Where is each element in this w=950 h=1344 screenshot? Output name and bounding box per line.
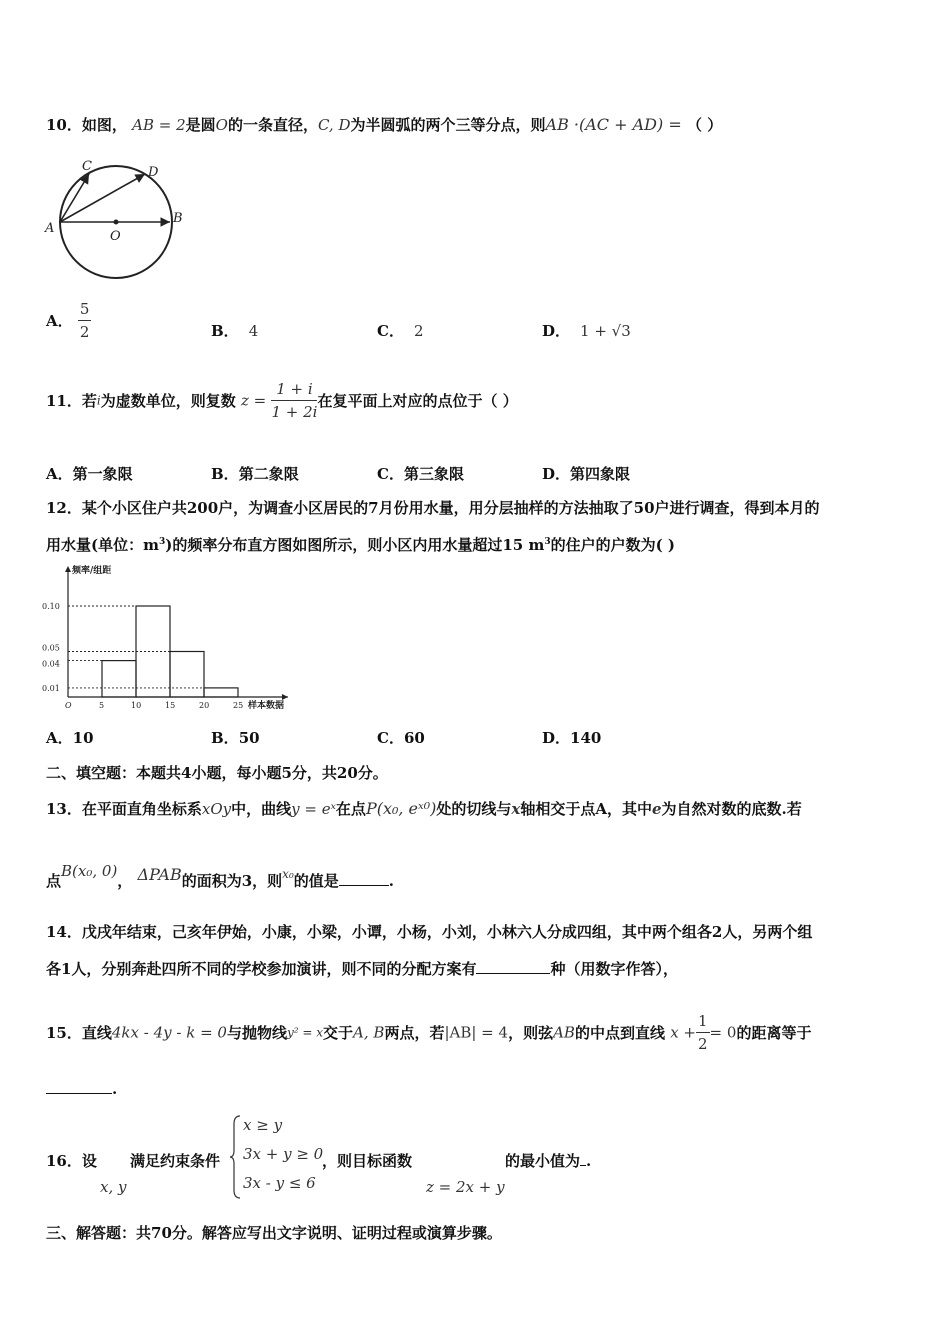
histogram-bar <box>204 688 238 697</box>
q11-option-a[interactable]: A．第一象限 <box>46 465 133 483</box>
q16-text-min: 的最小值为 . <box>505 1152 592 1170</box>
y-axis-arrow <box>65 566 71 572</box>
x-tick-label: 10 <box>131 701 142 710</box>
q12-option-c[interactable]: C．60 <box>377 729 425 747</box>
q10-number: 10． <box>46 116 82 134</box>
q10-option-a[interactable]: A． $\frac{5}{2}$ <box>46 300 90 341</box>
q10-option-b[interactable]: B． 4 <box>211 322 259 340</box>
q10-label-d: D <box>148 165 159 180</box>
x-axis-arrow <box>282 694 288 700</box>
q16-text-constraint: 满足约束条件 <box>130 1152 221 1170</box>
q11-option-c[interactable]: C．第三象限 <box>377 465 464 483</box>
q10-figure <box>42 150 192 285</box>
q16-brace <box>230 1114 242 1200</box>
q13-line1: 13．在平面直角坐标系xOy中，曲线y = eˣ在点P(x₀, eˣ⁰)处的切线与x轴相交于点A，其中e为自然对数的底数.若 <box>46 799 802 818</box>
q14-line1: 14．戊戌年结束，己亥年伊始，小康，小梁，小谭，小杨，小刘，小林六人分成四组，其中两个组各2人，另两个组 <box>46 923 813 941</box>
q16-math-objective: z = 2x + y <box>426 1178 505 1196</box>
q15-fraction: $\frac{1}{2}$ <box>698 1012 708 1053</box>
q14-answer-blank[interactable] <box>476 973 550 974</box>
q12-option-b[interactable]: B．50 <box>211 729 260 747</box>
q10-paren: （ ） <box>686 116 723 134</box>
x-tick-label: 20 <box>199 701 210 710</box>
q10-label-c: C <box>82 159 92 174</box>
q10-text: 为半圆弧的两个三等分点，则 <box>350 116 546 134</box>
q10-label-b: B <box>173 211 183 226</box>
x-tick-label: 5 <box>99 701 105 710</box>
q10-math-o: O <box>215 116 228 134</box>
q14-line2: 各1人，分别奔赴四所不同的学校参加演讲，则不同的分配方案有 种（用数字作答）， <box>46 960 678 978</box>
y-tick-label: 0.04 <box>42 659 60 669</box>
x-tick-label: 15 <box>165 701 176 710</box>
q13-math-point-p: P(x₀, eˣ⁰) <box>365 799 437 818</box>
q15-line2: . <box>46 1080 117 1098</box>
q10-option-d[interactable]: D． 1 + √3 <box>542 322 631 340</box>
y-tick-label: 0.05 <box>42 643 60 653</box>
q12-histogram <box>40 562 300 718</box>
q10-text: 如图， <box>81 116 127 134</box>
q15-math-parabola: y² = x <box>286 1025 324 1040</box>
q15-math-chord: |AB| = 4 <box>444 1023 509 1042</box>
q11-option-d[interactable]: D．第四象限 <box>542 465 631 483</box>
q10-math-ab: AB = 2 <box>132 116 186 134</box>
q13-answer-blank[interactable] <box>339 885 389 886</box>
q15-line1: 15．直线4kx - 4y - k = 0与抛物线y² = x交于A, B两点，若|AB| = 4，则弦AB的中点到直线 x + $\frac{1}{2}$ = 0的距离等于 <box>46 1012 812 1053</box>
q16-constraint-1: x ≥ y <box>243 1116 283 1134</box>
q10-text: 的一条直径， <box>227 116 318 134</box>
section3-heading: 三、解答题：共70分。解答应写出文字说明、证明过程或演算步骤。 <box>46 1224 502 1242</box>
q10-math-expr: AB ·(AC + AD) = <box>545 115 682 134</box>
q13-math-xoy: xOy <box>201 800 232 818</box>
q11-math-z: z = <box>240 391 267 410</box>
q16-text-objective: ，则目标函数 <box>322 1152 413 1170</box>
x-tick-label: O <box>65 701 72 710</box>
q10-text: 是圆 <box>185 116 216 134</box>
q13-line2: 点B(x₀, 0)， ΔPAB的面积为3，则$^{x_0}$的值是 . <box>46 862 394 890</box>
x-axis-title: 样本数据 <box>248 701 285 711</box>
q10-center-point <box>114 220 119 225</box>
q12-line1: 12．某个小区住户共200户，为调查小区居民的7月份用水量，用分层抽样的方法抽取了50户进行调查，得到本月的 <box>46 499 820 517</box>
q11-stem: 11．若i为虚数单位，则复数 z = $\frac{1 + i}{1 + 2i}$ 在复平面上对应的点位于（ ） <box>46 380 518 421</box>
q11-fraction: $\frac{1 + i}{1 + 2i}$ <box>271 380 318 421</box>
q10-option-c[interactable]: C． 2 <box>377 322 424 340</box>
q10-label-o: O <box>110 229 121 244</box>
q16-constraint-3: 3x - y ≤ 6 <box>243 1174 316 1192</box>
x-tick-label: 25 <box>233 701 244 710</box>
q13-math-curve: y = eˣ <box>291 800 336 818</box>
histogram-bar <box>170 652 204 698</box>
q15-answer-blank[interactable] <box>46 1093 112 1094</box>
q12-option-d[interactable]: D．140 <box>542 729 602 747</box>
histogram-bar <box>102 661 136 697</box>
q10-math-cd: C, D <box>317 116 351 134</box>
q10-stem <box>46 114 722 135</box>
q11-math-i: i <box>96 393 101 408</box>
q13-math-triangle: ΔPAB <box>137 865 182 884</box>
q16-constraint-2: 3x + y ≥ 0 <box>243 1145 324 1163</box>
section2-heading: 二、填空题：本题共4小题，每小题5分，共20分。 <box>46 764 388 782</box>
q16-stem: 16．设 <box>46 1152 97 1170</box>
q11-option-b[interactable]: B．第二象限 <box>211 465 299 483</box>
y-tick-label: 0.01 <box>42 683 60 693</box>
q12-line2: 用水量(单位：$m^3$)的频率分布直方图如图所示，则小区内用水量超过15 $m^3$的住户的户数为( ) <box>46 536 676 554</box>
q10-option-a-fraction: $\frac{5}{2}$ <box>79 300 90 341</box>
q12-option-a[interactable]: A．10 <box>46 729 94 747</box>
q15-math-line: 4kx - 4y - k = 0 <box>111 1023 227 1042</box>
q10-label-a: A <box>45 221 55 236</box>
y-axis-title: 频率/组距 <box>72 566 112 576</box>
q10-vector-ad <box>60 174 145 222</box>
q16-math-xy: x, y <box>100 1178 127 1196</box>
y-tick-label: 0.10 <box>42 602 60 611</box>
q13-math-point-b: B(x₀, 0) <box>61 862 118 880</box>
